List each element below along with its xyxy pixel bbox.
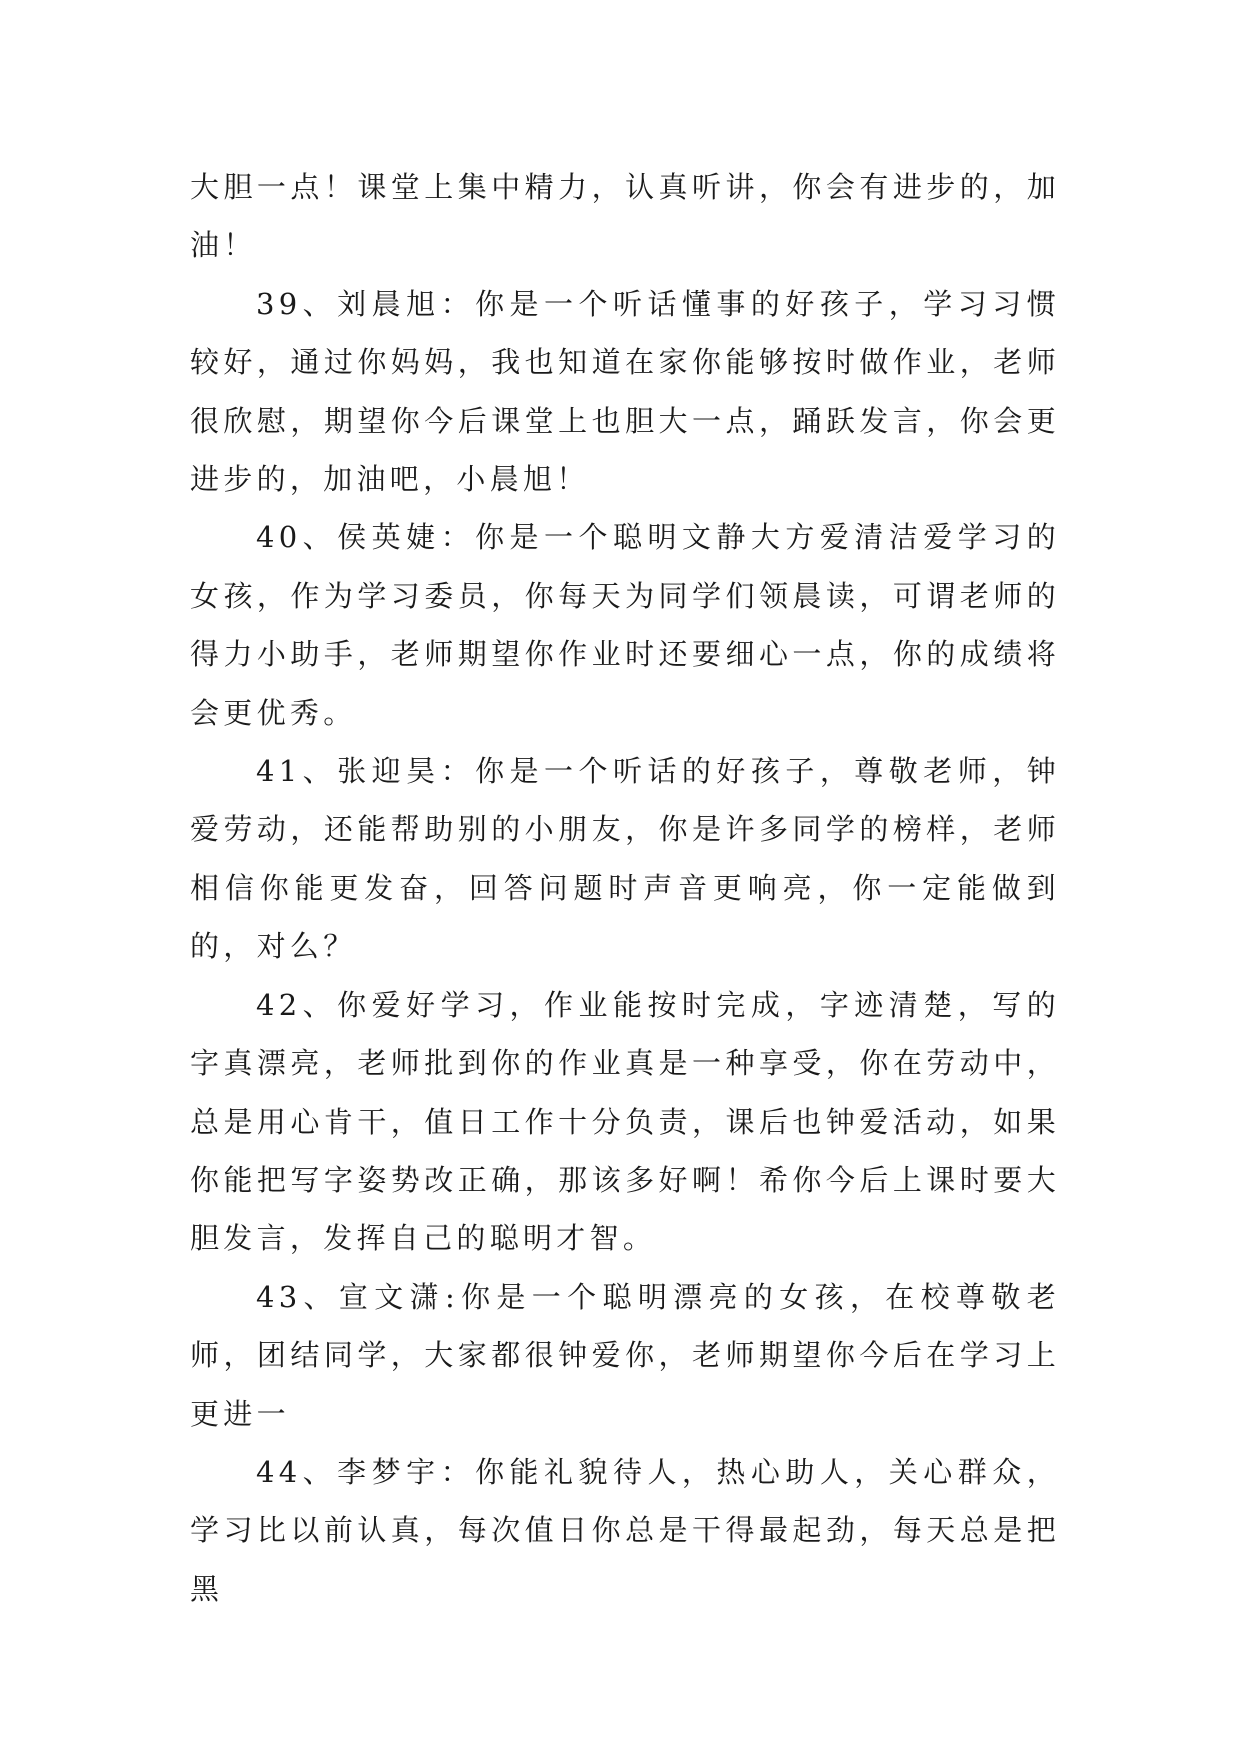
paragraph-comment-44: 44、李梦宇：你能礼貌待人，热心助人，关心群众，学习比以前认真，每次值日你总是干得最起劲，每天总是把黑 bbox=[190, 1454, 1060, 1606]
paragraph-comment-43: 43、宣文潇:你是一个聪明漂亮的女孩，在校尊敬老师，团结同学，大家都很钟爱你，老师期望你今后在学习上更进一 bbox=[190, 1279, 1060, 1431]
paragraph-comment-40: 40、侯英婕：你是一个聪明文静大方爱清洁爱学习的女孩，作为学习委员，你每天为同学们领晨读，可谓老师的得力小助手，老师期望你作业时还要细心一点，你的成绩将会更优秀。 bbox=[190, 520, 1060, 730]
paragraph-comment-42: 42、你爱好学习，作业能按时完成，字迹清楚，写的字真漂亮，老师批到你的作业真是一种享受，你在劳动中，总是用心肯干，值日工作十分负责，课后也钟爱活动，如果你能把写字姿势改正确，那该多好啊！希你今后上课时要大胆发言，发挥自己的聪明才智。 bbox=[190, 987, 1060, 1256]
document-body bbox=[190, 158, 1060, 1618]
paragraph-comment-41: 41、张迎昊：你是一个听话的好孩子，尊敬老师，钟爱劳动，还能帮助别的小朋友，你是许多同学的榜样，老师相信你能更发奋，回答问题时声音更响亮，你一定能做到的，对么？ bbox=[190, 754, 1060, 964]
paragraph-comment-39: 39、刘晨旭：你是一个听话懂事的好孩子，学习习惯较好，通过你妈妈，我也知道在家你能够按时做作业，老师很欣慰，期望你今后课堂上也胆大一点，踊跃发言，你会更进步的，加油吧，小晨旭！ bbox=[190, 286, 1060, 497]
paragraph-continuation: 大胆一点！课堂上集中精力，认真听讲，你会有进步的，加油！ bbox=[190, 170, 1060, 263]
